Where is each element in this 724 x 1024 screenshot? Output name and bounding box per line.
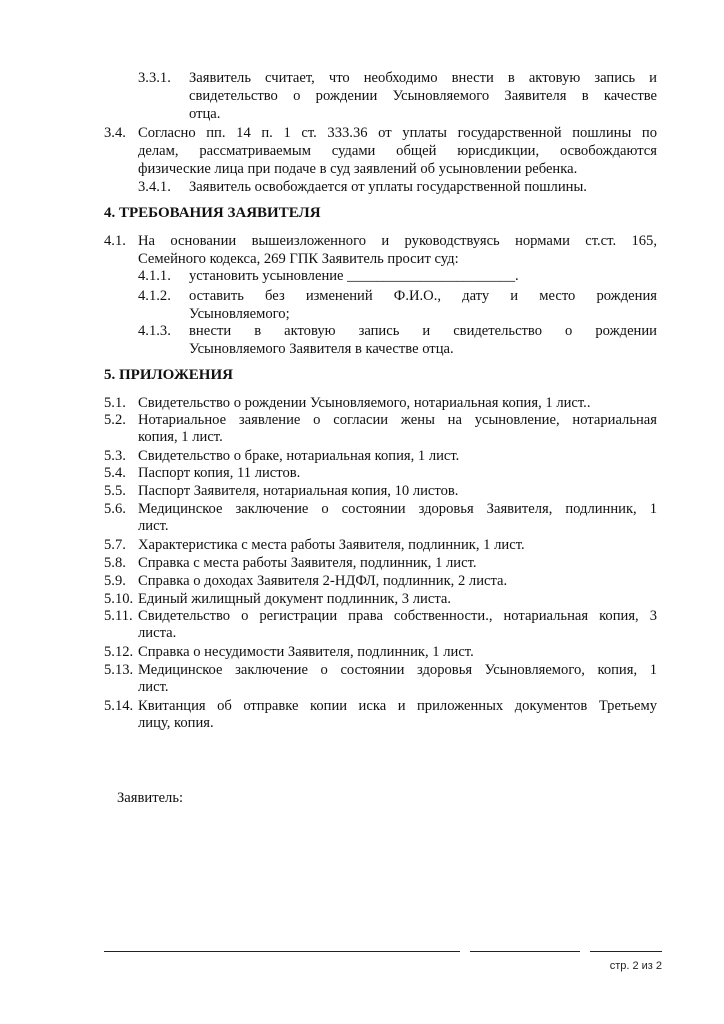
item-number: 5.14. [104,698,134,714]
item-number: 5.3. [104,448,126,464]
footer-divider [104,951,460,952]
item-text-line: лист. [138,679,169,695]
item-number: 5.12. [104,644,134,660]
item-text-line: На основании вышеизложенного и руководствуясь нормами ст.ст. 165, [138,233,657,249]
item-text-line: Единый жилищный документ подлинник, 3 листа. [138,591,451,607]
item-text-line: Справка о доходах Заявителя 2-НДФЛ, подлинник, 2 листа. [138,573,508,589]
item-number: 3.3.1. [138,70,171,86]
item-number: 5.1. [104,395,126,411]
item-number: 5.10. [104,591,134,607]
item-text-line: отца. [189,106,221,122]
item-text-line: Свидетельство о регистрации права собственности., нотариальная копия, 3 [138,608,657,624]
item-number: 5.9. [104,573,126,589]
item-number: 5.5. [104,483,126,499]
page-number: стр. 2 из 2 [609,960,662,972]
item-text-line: Паспорт копия, 11 листов. [138,465,301,481]
item-number: 4.1.1. [138,268,171,284]
item-number: 5.11. [104,608,133,624]
item-text-line: Свидетельство о рождении Усыновляемого, нотариальная копия, 1 лист.. [138,395,591,411]
section-heading: 5. ПРИЛОЖЕНИЯ [104,367,233,383]
item-text-line: Справка с места работы Заявителя, подлинник, 1 лист. [138,555,477,571]
section-heading: 4. ТРЕБОВАНИЯ ЗАЯВИТЕЛЯ [104,205,321,221]
item-text-line: Квитанция об отправке копии иска и приложенных документов Третьему [138,698,657,714]
item-text-line: Характеристика с места работы Заявителя, подлинник, 1 лист. [138,537,525,553]
item-text-line: Медицинское заключение о состоянии здоровья Усыновляемого, копия, 1 [138,662,657,678]
item-number: 4.1.3. [138,323,171,339]
item-number: 5.6. [104,501,126,517]
item-text-line: копия, 1 лист. [138,429,223,445]
item-number: 5.7. [104,537,126,553]
item-text-line: свидетельство о рождении Усыновляемого Заявителя в качестве [189,88,657,104]
item-text-line: Нотариальное заявление о согласии жены на усыновление, нотариальная [138,412,657,428]
item-number: 3.4. [104,125,126,141]
item-number: 5.13. [104,662,134,678]
item-text-line: оставить без изменений Ф.И.О., дату и место рождения [189,288,657,304]
item-text-line: Медицинское заключение о состоянии здоровья Заявителя, подлинник, 1 [138,501,657,517]
item-text-line: Усыновляемого Заявителя в качестве отца. [189,341,454,357]
item-number: 5.4. [104,465,126,481]
item-text-line: Справка о несудимости Заявителя, подлинник, 1 лист. [138,644,474,660]
item-text-line: установить усыновление _______________________. [189,268,519,284]
item-number: 4.1.2. [138,288,171,304]
footer-divider [590,951,662,952]
signature-label: Заявитель: [117,790,184,806]
item-text-line: Паспорт Заявителя, нотариальная копия, 10 листов. [138,483,459,499]
item-text-line: Заявитель считает, что необходимо внести в актовую запись и [189,70,657,86]
item-number: 5.2. [104,412,126,428]
item-text-line: внести в актовую запись и свидетельство о рождении [189,323,657,339]
item-text-line: Согласно пп. 14 п. 1 ст. 333.36 от уплаты государственной пошлины по [138,125,657,141]
item-text-line: листа. [138,625,177,641]
item-number: 3.4.1. [138,179,171,195]
item-text-line: Свидетельство о браке, нотариальная копия, 1 лист. [138,448,460,464]
item-number: 5.8. [104,555,126,571]
item-text-line: Усыновляемого; [189,306,290,322]
item-number: 4.1. [104,233,126,249]
item-text-line: лицу, копия. [138,715,214,731]
item-text-line: делам, рассматриваемым судами общей юрисдикции, освобождаются [138,143,657,159]
item-text-line: лист. [138,518,169,534]
item-text-line: Заявитель освобождается от уплаты государственной пошлины. [189,179,587,195]
footer-divider [470,951,580,952]
item-text-line: Семейного кодекса, 269 ГПК Заявитель просит суд: [138,251,459,267]
item-text-line: физические лица при подаче в суд заявлений об усыновлении ребенка. [138,161,578,177]
